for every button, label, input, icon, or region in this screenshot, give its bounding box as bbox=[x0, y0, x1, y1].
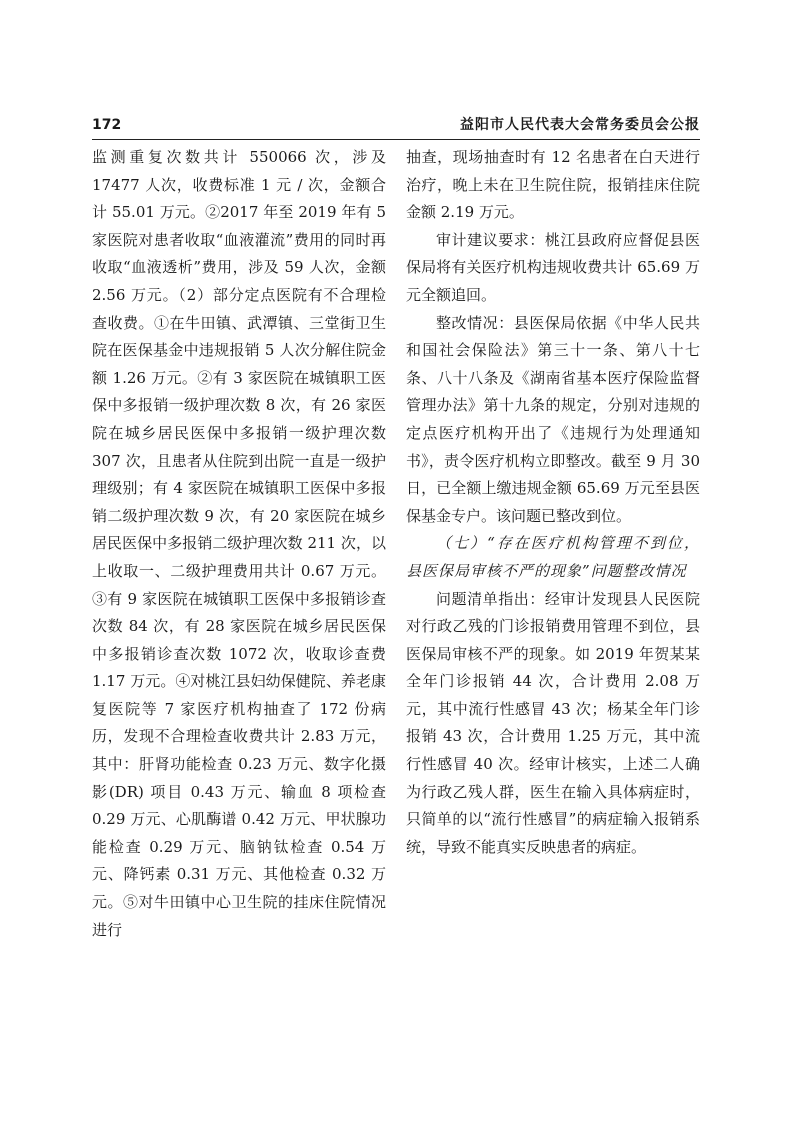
right-column bbox=[406, 144, 700, 861]
left-column bbox=[92, 144, 386, 944]
paragraph-continued: 监测重复次数共计 550066 次，涉及 17477 人次，收费标准 1 元 / 次，金额合计 55.01 万元。②2017 年至 2019 年有 5 家医院对患者收取“血液灌流”费用的同时再收取“血液透析”费用，涉及 59 人次，金额 2.56 万元。（2）部分定点医院有不合理检查收费。①在牛田镇、武潭镇、三堂街卫生院在医保基金中违规报销 5 人次分解住院金额 1.26 万元。②有 3 家医院在城镇职工医保中多报销一级护理次数 8 次，有 26 家医院在城乡居民医保中多报销一级护理次数 307 次，且患者从住院到出院一直是一级护理级别；有 4 家医院在城镇职工医保中多报销二级护理次数 9 次，有 20 家医院在城乡居民医保中多报销二级护理次数 211 次，以上收取一、二级护理费用共计 0.67 万元。③有 9 家医院在城镇职工医保中多报销诊查次数 84 次，有 28 家医院在城乡居民医保中多报销诊查次数 1072 次，收取诊查费 1.17 万元。④对桃江县妇幼保健院、养老康复医院等 7 家医疗机构抽查了 172 份病历，发现不合理检查收费共计 2.83 万元，其中：肝肾功能检查 0.23 万元、数字化摄影(DR) 项目 0.43 万元、输血 8 项检查 0.29 万元、心肌酶谱 0.42 万元、甲状腺功能检查 0.29 万元、脑钠钛检查 0.54 万元、降钙素 0.31 万元、其他检查 0.32 万元。⑤对牛田镇中心卫生院的挂床住院情况进行 bbox=[92, 148, 386, 939]
issue-list-paragraph: 问题清单指出：经审计发现县人民医院对行政乙残的门诊报销费用管理不到位，县医保局审核不严的现象。如 2019 年贺某某全年门诊报销 44 次，合计费用 2.08 万元，其中流行性感冒 43 次；杨某全年门诊报销 43 次，合计费用 1.25 万元，其中流行性感冒 40 次。经审计核实，上述二人确为行政乙残人群，医生在输入具体病症时，只简单的以“流行性感冒”的病症输入报销系统，导致不能真实反映患者的病症。 bbox=[406, 589, 700, 856]
page-header bbox=[92, 114, 700, 138]
journal-title: 益阳市人民代表大会常务委员会公报 bbox=[460, 117, 700, 133]
page-number: 172 bbox=[92, 117, 122, 133]
section-heading: （七）“存在医疗机构管理不到位，县医保局审核不严的现象”问题整改情况 bbox=[406, 534, 700, 580]
audit-recommendation: 审计建议要求：桃江县政府应督促县医保局将有关医疗机构违规收费共计 65.69 万元全额追回。 bbox=[406, 230, 700, 304]
rectification-status: 整改情况：县医保局依据《中华人民共和国社会保险法》第三十一条、第八十七条、八十八条及《湖南省基本医疗保险监督管理办法》第十九条的规定，分别对违规的定点医疗机构开出了《违规行为处理通知书》，责令医疗机构立即整改。截至 9 月 30 日，已全额上缴违规金额 65.69 万元至县医保基金专户。该问题已整改到位。 bbox=[406, 313, 700, 525]
header-rule bbox=[92, 139, 700, 140]
paragraph-continued: 抽查，现场抽查时有 12 名患者在白天进行治疗，晚上未在卫生院住院，报销挂床住院金额 2.19 万元。 bbox=[406, 148, 700, 222]
